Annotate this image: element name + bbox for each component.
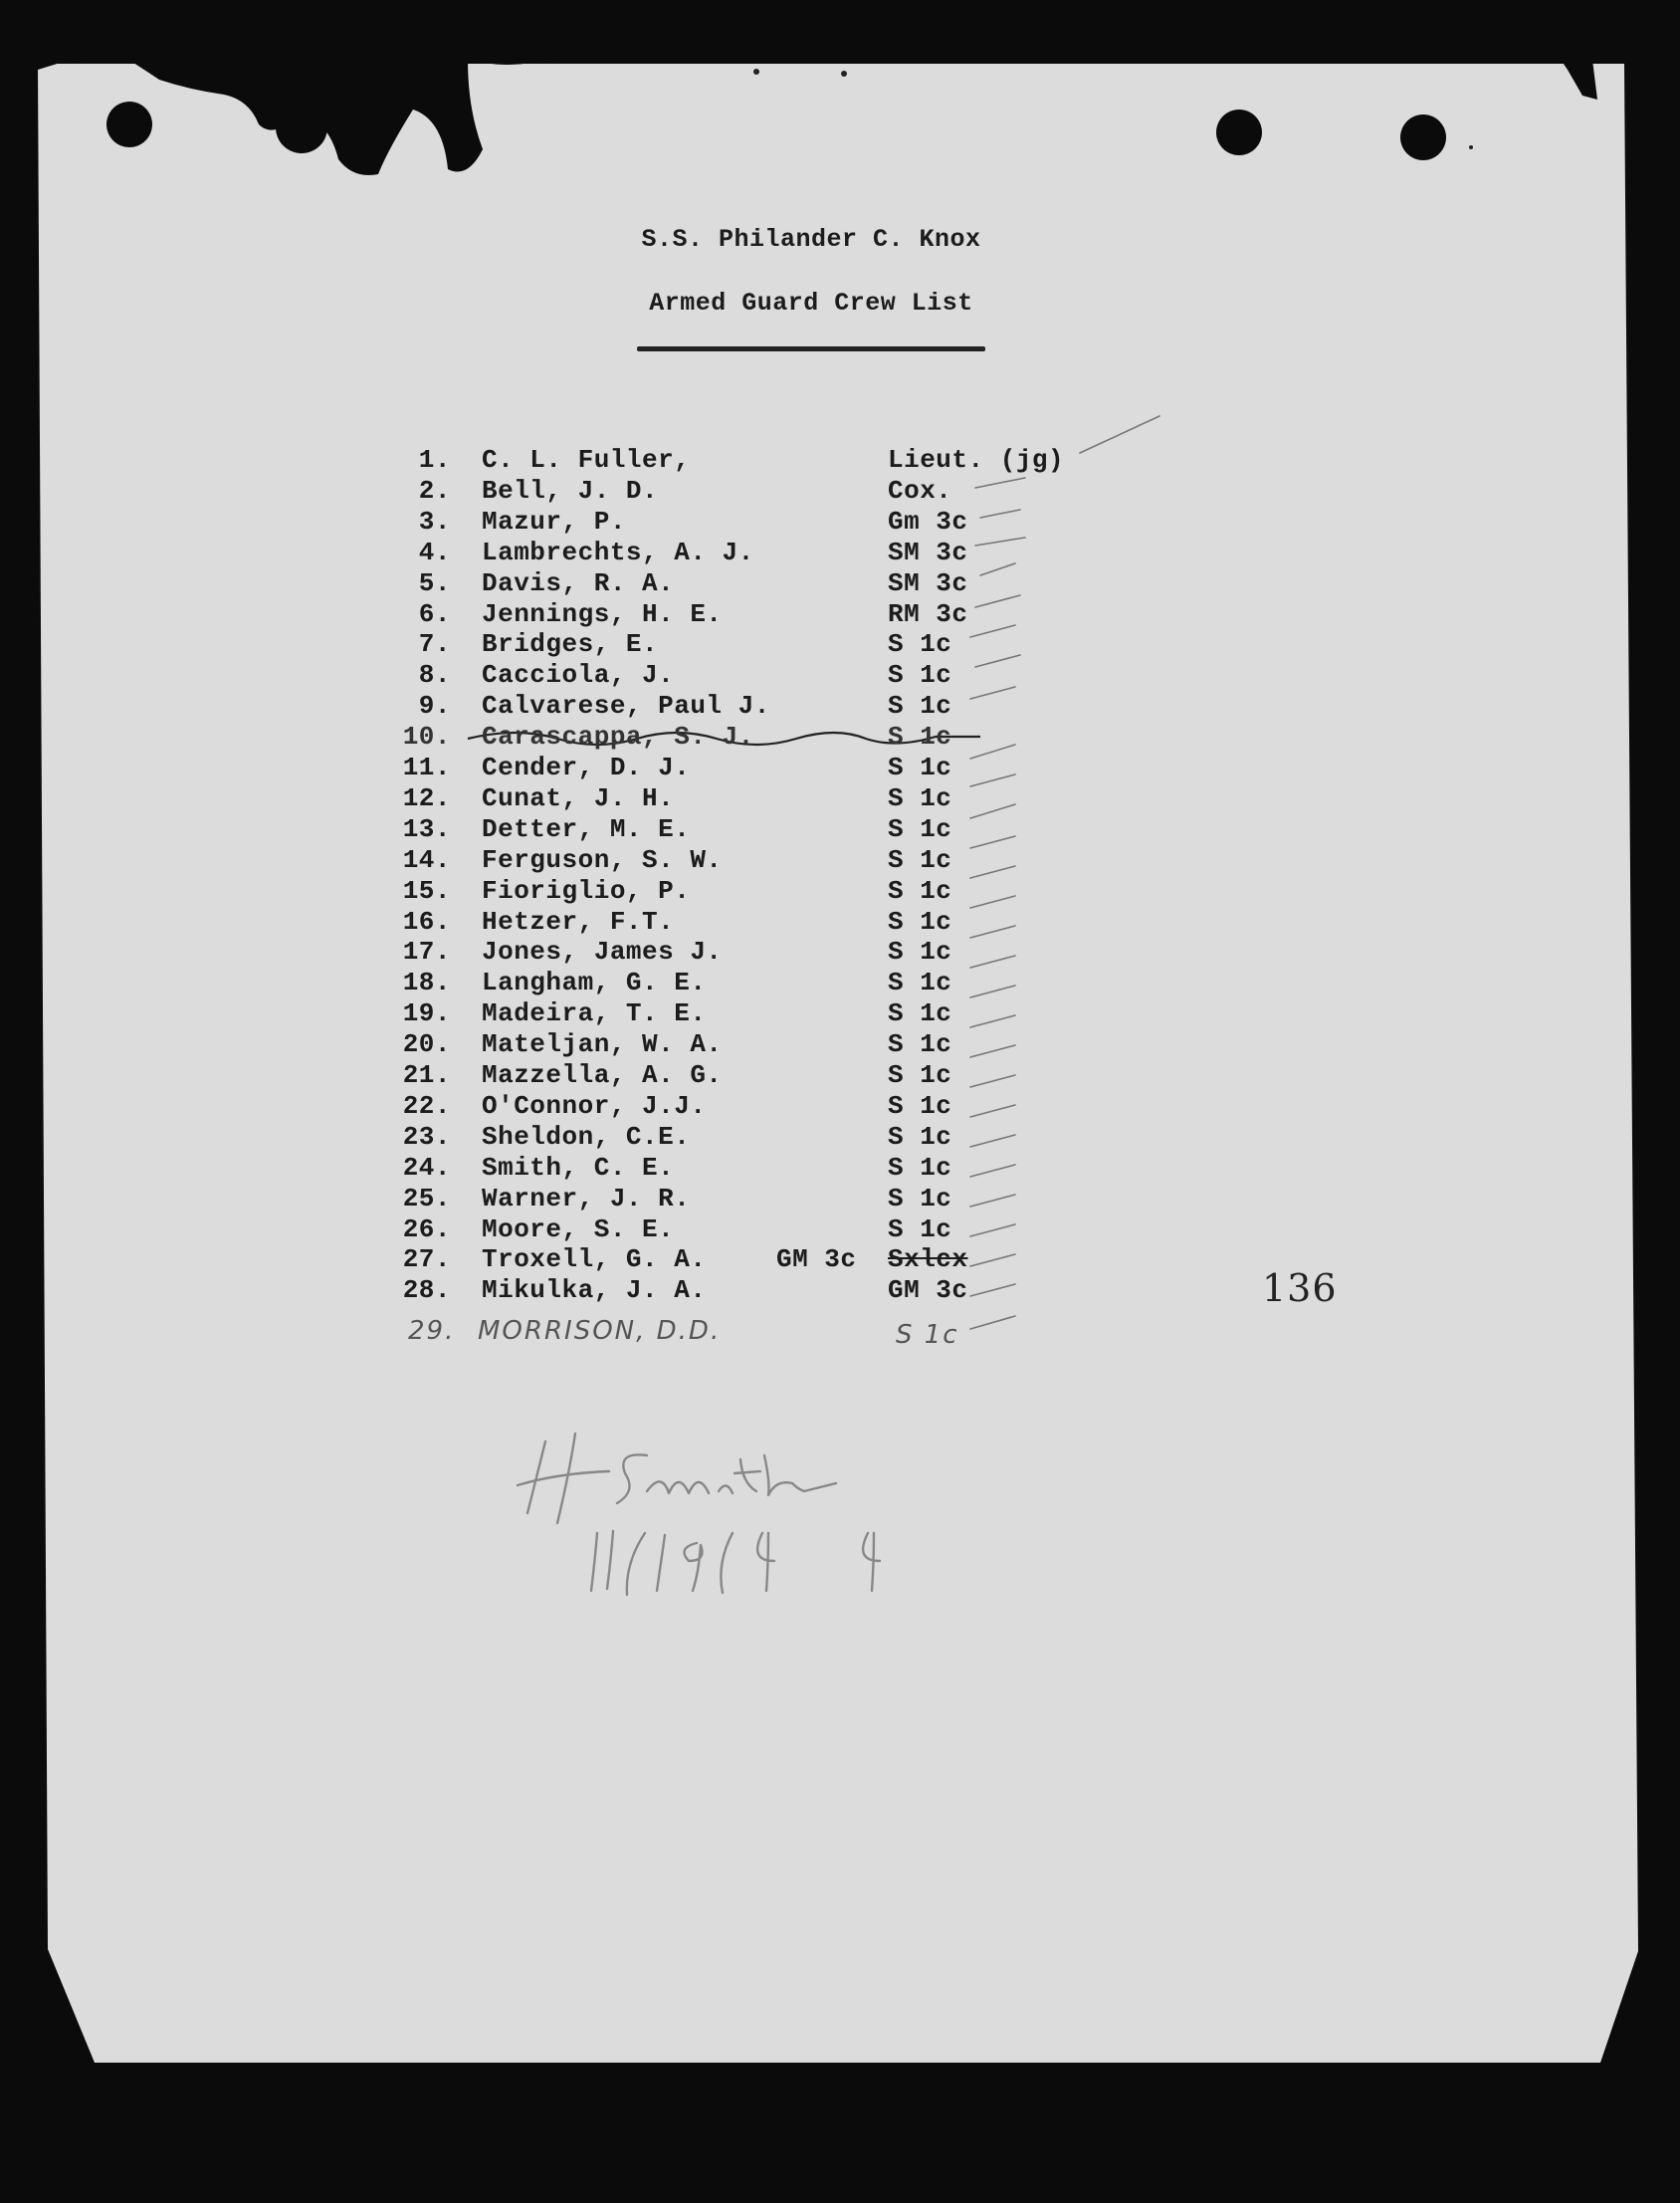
crew-rate: S 1c bbox=[888, 998, 952, 1029]
crew-rate: S 1c bbox=[888, 753, 952, 782]
crew-name: Cacciola, J. bbox=[482, 660, 675, 691]
crew-rate: S 1c bbox=[888, 1090, 952, 1121]
crew-rate: S 1c bbox=[888, 782, 952, 813]
crew-name: Fioriglio, P. bbox=[482, 875, 691, 906]
document-title: S.S. Philander C. Knox bbox=[641, 225, 981, 254]
crew-number: 24. bbox=[402, 1152, 451, 1183]
crew-row bbox=[0, 476, 1680, 507]
crew-row bbox=[0, 1091, 1680, 1122]
crew-rate-correction: GM 3c bbox=[776, 1244, 857, 1275]
crew-rate: Cox. bbox=[888, 475, 952, 506]
crew-number: 12. bbox=[402, 782, 451, 813]
crew-rate: Gm 3c bbox=[888, 506, 968, 537]
crew-rate: S 1c bbox=[888, 1183, 952, 1213]
crew-rate: RM 3c bbox=[888, 598, 968, 629]
crew-number: 1. bbox=[418, 445, 451, 475]
crew-row bbox=[0, 691, 1680, 722]
crew-name: Lambrechts, A. J. bbox=[482, 537, 754, 567]
crew-row bbox=[0, 1214, 1680, 1245]
crew-number: 8. bbox=[418, 660, 451, 691]
crew-row bbox=[0, 599, 1680, 630]
crew-name: Smith, C. E. bbox=[482, 1152, 675, 1183]
crew-rate: SM 3c bbox=[888, 567, 968, 598]
crew-name: Troxell, G. A. bbox=[482, 1244, 707, 1275]
crew-name: Moore, S. E. bbox=[482, 1213, 675, 1244]
crew-name: Mateljan, W. A. bbox=[482, 1029, 723, 1060]
crew-number: 2. bbox=[418, 475, 451, 506]
crew-name: Hetzer, F.T. bbox=[482, 906, 675, 937]
crew-row bbox=[0, 998, 1680, 1029]
crew-number: 27. bbox=[402, 1244, 451, 1275]
handwritten-name: MORRISON, D.D. bbox=[478, 1316, 722, 1346]
crew-number: 10. bbox=[402, 722, 451, 753]
crew-name: Warner, J. R. bbox=[482, 1183, 691, 1213]
crew-name: Jennings, H. E. bbox=[482, 598, 723, 629]
crew-name: Bell, J. D. bbox=[482, 475, 659, 506]
crew-number: 4. bbox=[418, 537, 451, 567]
crew-row bbox=[0, 1184, 1680, 1214]
crew-rate: S 1c bbox=[888, 968, 952, 998]
crew-name: Ferguson, S. W. bbox=[482, 844, 723, 875]
crew-rate: S 1c bbox=[888, 629, 952, 660]
crew-row bbox=[0, 1153, 1680, 1184]
crew-rate: S 1c bbox=[888, 813, 952, 844]
crew-rate: S 1c bbox=[888, 1152, 952, 1183]
crew-rate: S 1c bbox=[888, 660, 952, 691]
crew-number: 28. bbox=[402, 1275, 451, 1306]
crew-name: Jones, James J. bbox=[482, 937, 723, 968]
crew-row bbox=[0, 845, 1680, 876]
crew-row bbox=[0, 968, 1680, 998]
crew-row bbox=[0, 1122, 1680, 1153]
crew-number: 21. bbox=[402, 1060, 451, 1090]
crew-rate: S 1c bbox=[888, 937, 952, 968]
crew-number: 15. bbox=[402, 875, 451, 906]
crew-number: 25. bbox=[402, 1183, 451, 1213]
crew-row bbox=[0, 783, 1680, 814]
crew-row bbox=[0, 722, 1680, 753]
crew-row bbox=[0, 907, 1680, 938]
crew-rate: S 1c bbox=[888, 1060, 952, 1090]
crew-name: Madeira, T. E. bbox=[482, 998, 707, 1029]
crew-name: Calvarese, Paul J. bbox=[482, 691, 770, 722]
crew-number: 19. bbox=[402, 998, 451, 1029]
crew-number: 16. bbox=[402, 906, 451, 937]
crew-rate: S 1c bbox=[888, 906, 952, 937]
handwritten-rate: S 1c bbox=[896, 1320, 959, 1350]
crew-number: 11. bbox=[402, 753, 451, 782]
crew-rate: S 1c bbox=[888, 1213, 952, 1244]
crew-name: Mazzella, A. G. bbox=[482, 1060, 723, 1090]
crew-row bbox=[0, 876, 1680, 907]
crew-name: O'Connor, J.J. bbox=[482, 1090, 707, 1121]
crew-row bbox=[0, 814, 1680, 845]
crew-number: 3. bbox=[418, 506, 451, 537]
crew-rate: S 1c bbox=[888, 844, 952, 875]
crew-rate: S 1c bbox=[888, 1121, 952, 1152]
crew-number: 14. bbox=[402, 844, 451, 875]
crew-number: 26. bbox=[402, 1213, 451, 1244]
crew-number: 17. bbox=[402, 937, 451, 968]
crew-rate: Lieut. (jg) bbox=[888, 445, 1065, 475]
crew-name: Sheldon, C.E. bbox=[482, 1121, 691, 1152]
crew-number: 13. bbox=[402, 813, 451, 844]
crew-row bbox=[0, 937, 1680, 968]
crew-rate: Sxlcx bbox=[888, 1244, 968, 1275]
crew-row bbox=[0, 1029, 1680, 1060]
crew-row bbox=[0, 507, 1680, 538]
crew-name: Detter, M. E. bbox=[482, 813, 691, 844]
crew-name: Davis, R. A. bbox=[482, 567, 675, 598]
handwritten-entry bbox=[408, 1316, 1005, 1356]
crew-number: 6. bbox=[418, 598, 451, 629]
crew-rate: S 1c bbox=[888, 722, 952, 753]
crew-rate: S 1c bbox=[888, 875, 952, 906]
page-number: 136 bbox=[1262, 1266, 1338, 1310]
crew-number: 5. bbox=[418, 567, 451, 598]
crew-number: 18. bbox=[402, 968, 451, 998]
crew-name: Mikulka, J. A. bbox=[482, 1275, 707, 1306]
crew-name: Cender, D. J. bbox=[482, 753, 691, 782]
crew-row bbox=[0, 753, 1680, 783]
crew-name: Cunat, J. H. bbox=[482, 782, 675, 813]
crew-row bbox=[0, 1244, 1680, 1275]
document-subtitle: Armed Guard Crew List bbox=[649, 289, 973, 318]
crew-name: Langham, G. E. bbox=[482, 968, 707, 998]
crew-rate: SM 3c bbox=[888, 537, 968, 567]
crew-name: Mazur, P. bbox=[482, 506, 626, 537]
crew-number: 23. bbox=[402, 1121, 451, 1152]
crew-row bbox=[0, 445, 1680, 476]
crew-row bbox=[0, 1275, 1680, 1306]
crew-row bbox=[0, 1060, 1680, 1091]
crew-row bbox=[0, 660, 1680, 691]
crew-number: 20. bbox=[402, 1029, 451, 1060]
crew-rate: GM 3c bbox=[888, 1275, 968, 1306]
handwritten-number: 29. bbox=[408, 1316, 456, 1346]
crew-rate: S 1c bbox=[888, 691, 952, 722]
crew-row bbox=[0, 568, 1680, 599]
crew-name: Carascappa, S. J. bbox=[482, 722, 754, 753]
crew-row bbox=[0, 538, 1680, 568]
crew-number: 9. bbox=[418, 691, 451, 722]
crew-name: C. L. Fuller, bbox=[482, 445, 691, 475]
crew-rate: S 1c bbox=[888, 1029, 952, 1060]
crew-row bbox=[0, 629, 1680, 660]
crew-name: Bridges, E. bbox=[482, 629, 659, 660]
crew-number: 22. bbox=[402, 1090, 451, 1121]
crew-number: 7. bbox=[418, 629, 451, 660]
